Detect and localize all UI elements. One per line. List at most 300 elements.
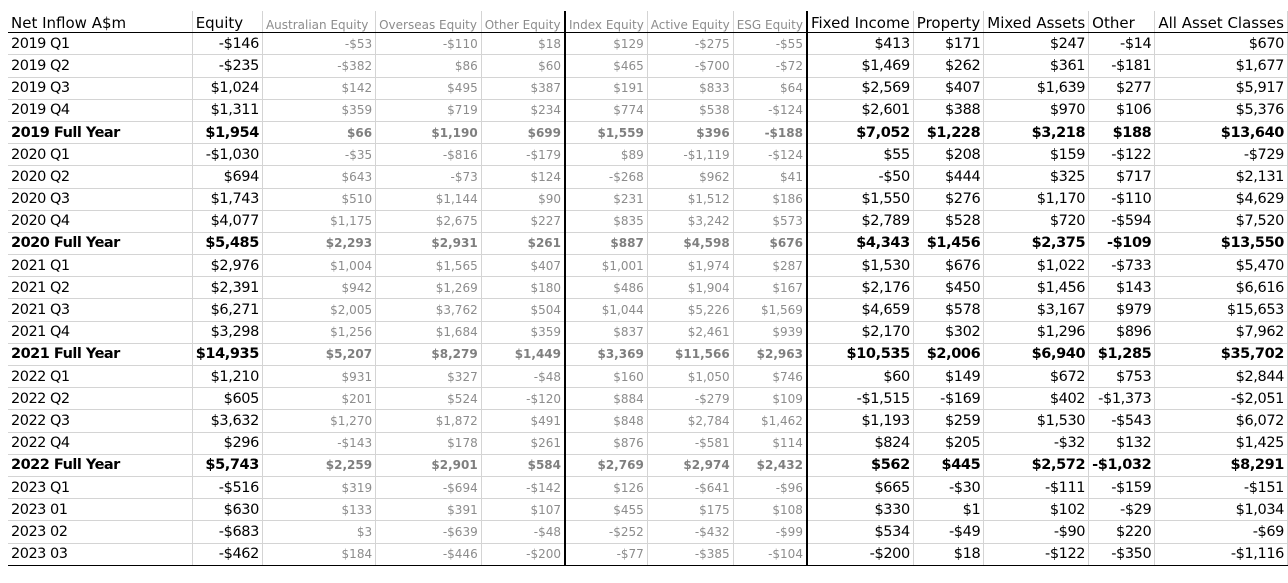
- cell-mixed-assets: -$90: [984, 521, 1089, 543]
- cell-equity: $2,976: [192, 255, 262, 277]
- cell-overseas-equity: $719: [376, 99, 482, 121]
- cell-index-equity: -$77: [565, 543, 647, 565]
- cell-property: $578: [913, 299, 983, 321]
- cell-other: -$122: [1089, 144, 1155, 166]
- cell-mixed-assets: $970: [984, 99, 1089, 121]
- cell-property: $445: [913, 454, 983, 476]
- cell-australian-equity: $931: [262, 366, 375, 388]
- cell-overseas-equity: $86: [376, 55, 482, 77]
- cell-australian-equity: $3: [262, 521, 375, 543]
- cell-other: $717: [1089, 166, 1155, 188]
- cell-index-equity: $1,044: [565, 299, 647, 321]
- cell-equity: $14,935: [192, 343, 262, 365]
- cell-other: $220: [1089, 521, 1155, 543]
- cell-active-equity: -$1,119: [647, 144, 733, 166]
- column-header-mixed-assets: Mixed Assets: [984, 11, 1089, 33]
- cell-mixed-assets: $3,218: [984, 121, 1089, 143]
- column-header-equity: Equity: [192, 11, 262, 33]
- row-label: 2023 01: [8, 499, 192, 521]
- cell-index-equity: $1,559: [565, 121, 647, 143]
- row-label: 2022 Q3: [8, 410, 192, 432]
- cell-equity: -$1,030: [192, 144, 262, 166]
- cell-australian-equity: $2,259: [262, 454, 375, 476]
- cell-all-asset-classes: -$69: [1155, 521, 1288, 543]
- cell-fixed-income: $7,052: [807, 121, 913, 143]
- cell-other-equity: -$142: [481, 476, 565, 498]
- cell-index-equity: $876: [565, 432, 647, 454]
- cell-other: $753: [1089, 366, 1155, 388]
- cell-australian-equity: $1,270: [262, 410, 375, 432]
- cell-overseas-equity: $495: [376, 77, 482, 99]
- cell-all-asset-classes: $2,131: [1155, 166, 1288, 188]
- cell-index-equity: $2,769: [565, 454, 647, 476]
- cell-overseas-equity: $1,684: [376, 321, 482, 343]
- row-label: 2023 Q1: [8, 476, 192, 498]
- cell-australian-equity: $319: [262, 476, 375, 498]
- cell-overseas-equity: -$446: [376, 543, 482, 565]
- cell-other-equity: $227: [481, 210, 565, 232]
- cell-other: $979: [1089, 299, 1155, 321]
- cell-property: -$30: [913, 476, 983, 498]
- cell-esg-equity: $167: [733, 277, 807, 299]
- cell-active-equity: $1,512: [647, 188, 733, 210]
- cell-property: $1,456: [913, 232, 983, 254]
- cell-property: $444: [913, 166, 983, 188]
- cell-equity: $605: [192, 388, 262, 410]
- column-header-overseas-equity: Overseas Equity: [376, 11, 482, 33]
- cell-other-equity: $407: [481, 255, 565, 277]
- cell-esg-equity: $573: [733, 210, 807, 232]
- cell-other-equity: $234: [481, 99, 565, 121]
- table-body: [8, 33, 1288, 566]
- cell-other: -$594: [1089, 210, 1155, 232]
- cell-esg-equity: $41: [733, 166, 807, 188]
- cell-all-asset-classes: -$729: [1155, 144, 1288, 166]
- cell-other-equity: -$179: [481, 144, 565, 166]
- cell-esg-equity: $1,569: [733, 299, 807, 321]
- cell-equity: -$516: [192, 476, 262, 498]
- row-label: 2021 Q3: [8, 299, 192, 321]
- cell-mixed-assets: $1,170: [984, 188, 1089, 210]
- table-row-full-year: [8, 121, 1288, 143]
- cell-other-equity: $261: [481, 432, 565, 454]
- cell-equity: $1,311: [192, 99, 262, 121]
- cell-other: $1,285: [1089, 343, 1155, 365]
- cell-property: $676: [913, 255, 983, 277]
- row-label: 2019 Q1: [8, 33, 192, 55]
- cell-equity: -$235: [192, 55, 262, 77]
- row-label: 2019 Q3: [8, 77, 192, 99]
- cell-australian-equity: $5,207: [262, 343, 375, 365]
- table-row: [8, 299, 1288, 321]
- cell-property: $259: [913, 410, 983, 432]
- cell-mixed-assets: $1,456: [984, 277, 1089, 299]
- cell-other: -$109: [1089, 232, 1155, 254]
- cell-active-equity: -$275: [647, 33, 733, 55]
- cell-esg-equity: $939: [733, 321, 807, 343]
- cell-mixed-assets: $2,375: [984, 232, 1089, 254]
- cell-other-equity: $1,449: [481, 343, 565, 365]
- cell-overseas-equity: -$816: [376, 144, 482, 166]
- cell-fixed-income: $562: [807, 454, 913, 476]
- cell-equity: -$683: [192, 521, 262, 543]
- cell-active-equity: $2,461: [647, 321, 733, 343]
- table-row: [8, 188, 1288, 210]
- cell-australian-equity: $66: [262, 121, 375, 143]
- cell-index-equity: $848: [565, 410, 647, 432]
- cell-equity: $1,743: [192, 188, 262, 210]
- cell-other: -$543: [1089, 410, 1155, 432]
- row-label: 2021 Q1: [8, 255, 192, 277]
- cell-index-equity: $774: [565, 99, 647, 121]
- cell-australian-equity: $133: [262, 499, 375, 521]
- cell-all-asset-classes: $5,376: [1155, 99, 1288, 121]
- cell-other: $896: [1089, 321, 1155, 343]
- cell-mixed-assets: -$111: [984, 476, 1089, 498]
- table-row: [8, 210, 1288, 232]
- row-label: 2020 Q3: [8, 188, 192, 210]
- cell-index-equity: $89: [565, 144, 647, 166]
- cell-australian-equity: $184: [262, 543, 375, 565]
- cell-other-equity: $124: [481, 166, 565, 188]
- cell-all-asset-classes: -$151: [1155, 476, 1288, 498]
- cell-all-asset-classes: -$2,051: [1155, 388, 1288, 410]
- row-label: 2022 Q1: [8, 366, 192, 388]
- cell-australian-equity: $201: [262, 388, 375, 410]
- table-row: [8, 33, 1288, 55]
- cell-property: $1,228: [913, 121, 983, 143]
- cell-australian-equity: $359: [262, 99, 375, 121]
- cell-active-equity: -$279: [647, 388, 733, 410]
- cell-australian-equity: -$143: [262, 432, 375, 454]
- row-label: 2020 Full Year: [8, 232, 192, 254]
- table-row-full-year: [8, 343, 1288, 365]
- cell-fixed-income: $2,170: [807, 321, 913, 343]
- table-row-full-year: [8, 232, 1288, 254]
- cell-overseas-equity: $1,190: [376, 121, 482, 143]
- cell-fixed-income: $2,176: [807, 277, 913, 299]
- row-label: 2021 Q4: [8, 321, 192, 343]
- cell-overseas-equity: $391: [376, 499, 482, 521]
- column-header-other-equity: Other Equity: [481, 11, 565, 33]
- cell-overseas-equity: -$73: [376, 166, 482, 188]
- cell-active-equity: -$432: [647, 521, 733, 543]
- cell-property: $18: [913, 543, 983, 565]
- header-row: [8, 11, 1288, 33]
- cell-equity: -$146: [192, 33, 262, 55]
- cell-index-equity: $160: [565, 366, 647, 388]
- cell-other: -$733: [1089, 255, 1155, 277]
- cell-mixed-assets: $102: [984, 499, 1089, 521]
- cell-equity: $4,077: [192, 210, 262, 232]
- cell-mixed-assets: -$122: [984, 543, 1089, 565]
- cell-all-asset-classes: $13,550: [1155, 232, 1288, 254]
- cell-other: $143: [1089, 277, 1155, 299]
- cell-index-equity: $126: [565, 476, 647, 498]
- cell-fixed-income: $60: [807, 366, 913, 388]
- cell-equity: $296: [192, 432, 262, 454]
- cell-other-equity: $261: [481, 232, 565, 254]
- cell-other-equity: -$200: [481, 543, 565, 565]
- table-row: [8, 521, 1288, 543]
- cell-property: $276: [913, 188, 983, 210]
- cell-fixed-income: $2,789: [807, 210, 913, 232]
- cell-fixed-income: $413: [807, 33, 913, 55]
- cell-australian-equity: -$35: [262, 144, 375, 166]
- column-header-other: Other: [1089, 11, 1155, 33]
- cell-all-asset-classes: $1,425: [1155, 432, 1288, 454]
- cell-equity: $630: [192, 499, 262, 521]
- column-header-all-asset-classes: All Asset Classes: [1155, 11, 1288, 33]
- cell-esg-equity: -$124: [733, 144, 807, 166]
- cell-fixed-income: -$200: [807, 543, 913, 565]
- cell-all-asset-classes: $4,629: [1155, 188, 1288, 210]
- cell-all-asset-classes: $2,844: [1155, 366, 1288, 388]
- cell-esg-equity: -$124: [733, 99, 807, 121]
- table-row: [8, 99, 1288, 121]
- cell-index-equity: $486: [565, 277, 647, 299]
- cell-equity: $3,632: [192, 410, 262, 432]
- cell-equity: $3,298: [192, 321, 262, 343]
- table-row: [8, 366, 1288, 388]
- cell-other-equity: $387: [481, 77, 565, 99]
- row-label: 2023 02: [8, 521, 192, 543]
- table-row: [8, 432, 1288, 454]
- cell-active-equity: -$581: [647, 432, 733, 454]
- cell-esg-equity: -$188: [733, 121, 807, 143]
- cell-fixed-income: $2,601: [807, 99, 913, 121]
- cell-property: -$49: [913, 521, 983, 543]
- cell-mixed-assets: $402: [984, 388, 1089, 410]
- column-header-net-inflow-a-m: Net Inflow A$m: [8, 11, 192, 33]
- cell-all-asset-classes: $1,677: [1155, 55, 1288, 77]
- cell-equity: $1,210: [192, 366, 262, 388]
- cell-fixed-income: $1,193: [807, 410, 913, 432]
- cell-active-equity: $1,904: [647, 277, 733, 299]
- cell-equity: $2,391: [192, 277, 262, 299]
- column-header-esg-equity: ESG Equity: [733, 11, 807, 33]
- cell-all-asset-classes: $6,072: [1155, 410, 1288, 432]
- cell-overseas-equity: $1,872: [376, 410, 482, 432]
- cell-active-equity: $11,566: [647, 343, 733, 365]
- cell-index-equity: $129: [565, 33, 647, 55]
- cell-esg-equity: $287: [733, 255, 807, 277]
- cell-australian-equity: $643: [262, 166, 375, 188]
- table-row: [8, 277, 1288, 299]
- cell-index-equity: $837: [565, 321, 647, 343]
- cell-active-equity: $2,974: [647, 454, 733, 476]
- cell-fixed-income: $4,659: [807, 299, 913, 321]
- cell-australian-equity: $2,293: [262, 232, 375, 254]
- cell-index-equity: $884: [565, 388, 647, 410]
- row-label: 2020 Q1: [8, 144, 192, 166]
- cell-other-equity: $699: [481, 121, 565, 143]
- cell-mixed-assets: $2,572: [984, 454, 1089, 476]
- cell-australian-equity: $1,256: [262, 321, 375, 343]
- cell-esg-equity: -$99: [733, 521, 807, 543]
- cell-other: -$110: [1089, 188, 1155, 210]
- cell-other: -$350: [1089, 543, 1155, 565]
- cell-index-equity: $465: [565, 55, 647, 77]
- cell-overseas-equity: -$639: [376, 521, 482, 543]
- cell-fixed-income: $10,535: [807, 343, 913, 365]
- cell-other-equity: $60: [481, 55, 565, 77]
- cell-mixed-assets: $6,940: [984, 343, 1089, 365]
- cell-property: $262: [913, 55, 983, 77]
- cell-mixed-assets: -$32: [984, 432, 1089, 454]
- row-label: 2021 Full Year: [8, 343, 192, 365]
- cell-overseas-equity: $2,675: [376, 210, 482, 232]
- row-label: 2023 03: [8, 543, 192, 565]
- cell-index-equity: $455: [565, 499, 647, 521]
- cell-mixed-assets: $159: [984, 144, 1089, 166]
- cell-property: $1: [913, 499, 983, 521]
- cell-index-equity: $887: [565, 232, 647, 254]
- cell-property: -$169: [913, 388, 983, 410]
- cell-active-equity: $175: [647, 499, 733, 521]
- cell-active-equity: $1,050: [647, 366, 733, 388]
- cell-esg-equity: $746: [733, 366, 807, 388]
- cell-active-equity: $833: [647, 77, 733, 99]
- table-row: [8, 255, 1288, 277]
- column-header-index-equity: Index Equity: [565, 11, 647, 33]
- cell-fixed-income: $824: [807, 432, 913, 454]
- cell-index-equity: $1,001: [565, 255, 647, 277]
- cell-overseas-equity: $1,144: [376, 188, 482, 210]
- cell-active-equity: $2,784: [647, 410, 733, 432]
- cell-all-asset-classes: $5,917: [1155, 77, 1288, 99]
- cell-active-equity: -$641: [647, 476, 733, 498]
- cell-active-equity: -$385: [647, 543, 733, 565]
- table-row: [8, 499, 1288, 521]
- cell-other-equity: $180: [481, 277, 565, 299]
- cell-index-equity: $231: [565, 188, 647, 210]
- cell-esg-equity: -$72: [733, 55, 807, 77]
- cell-australian-equity: -$382: [262, 55, 375, 77]
- row-label: 2022 Full Year: [8, 454, 192, 476]
- cell-mixed-assets: $672: [984, 366, 1089, 388]
- cell-active-equity: -$700: [647, 55, 733, 77]
- column-header-australian-equity: Australian Equity: [262, 11, 375, 33]
- row-label: 2020 Q4: [8, 210, 192, 232]
- cell-equity: $6,271: [192, 299, 262, 321]
- cell-mixed-assets: $247: [984, 33, 1089, 55]
- table-row: [8, 388, 1288, 410]
- cell-overseas-equity: $8,279: [376, 343, 482, 365]
- cell-active-equity: $538: [647, 99, 733, 121]
- cell-property: $149: [913, 366, 983, 388]
- column-header-active-equity: Active Equity: [647, 11, 733, 33]
- cell-property: $528: [913, 210, 983, 232]
- cell-all-asset-classes: $670: [1155, 33, 1288, 55]
- cell-all-asset-classes: $7,520: [1155, 210, 1288, 232]
- cell-overseas-equity: $1,565: [376, 255, 482, 277]
- cell-fixed-income: -$50: [807, 166, 913, 188]
- row-label: 2020 Q2: [8, 166, 192, 188]
- cell-other-equity: -$120: [481, 388, 565, 410]
- cell-other-equity: $359: [481, 321, 565, 343]
- row-label: 2022 Q2: [8, 388, 192, 410]
- table-row: [8, 55, 1288, 77]
- cell-index-equity: -$268: [565, 166, 647, 188]
- cell-all-asset-classes: $6,616: [1155, 277, 1288, 299]
- cell-other-equity: $90: [481, 188, 565, 210]
- cell-esg-equity: $108: [733, 499, 807, 521]
- row-label: 2019 Q2: [8, 55, 192, 77]
- cell-esg-equity: $186: [733, 188, 807, 210]
- cell-overseas-equity: $178: [376, 432, 482, 454]
- table-row-full-year: [8, 454, 1288, 476]
- table-row: [8, 166, 1288, 188]
- table-row: [8, 543, 1288, 565]
- cell-esg-equity: $109: [733, 388, 807, 410]
- cell-index-equity: -$252: [565, 521, 647, 543]
- cell-property: $205: [913, 432, 983, 454]
- cell-active-equity: $396: [647, 121, 733, 143]
- cell-all-asset-classes: $7,962: [1155, 321, 1288, 343]
- table-row: [8, 144, 1288, 166]
- cell-fixed-income: $55: [807, 144, 913, 166]
- cell-other-equity: $491: [481, 410, 565, 432]
- cell-other: -$1,373: [1089, 388, 1155, 410]
- table-row: [8, 321, 1288, 343]
- cell-fixed-income: $4,343: [807, 232, 913, 254]
- cell-esg-equity: -$104: [733, 543, 807, 565]
- cell-australian-equity: $510: [262, 188, 375, 210]
- cell-mixed-assets: $1,296: [984, 321, 1089, 343]
- cell-other: $106: [1089, 99, 1155, 121]
- cell-other: -$29: [1089, 499, 1155, 521]
- cell-fixed-income: $534: [807, 521, 913, 543]
- cell-other: $188: [1089, 121, 1155, 143]
- table-row: [8, 476, 1288, 498]
- cell-equity: $694: [192, 166, 262, 188]
- cell-other: -$14: [1089, 33, 1155, 55]
- cell-equity: -$462: [192, 543, 262, 565]
- cell-overseas-equity: $3,762: [376, 299, 482, 321]
- cell-fixed-income: -$1,515: [807, 388, 913, 410]
- cell-mixed-assets: $1,530: [984, 410, 1089, 432]
- row-label: 2019 Full Year: [8, 121, 192, 143]
- row-label: 2022 Q4: [8, 432, 192, 454]
- cell-index-equity: $3,369: [565, 343, 647, 365]
- cell-other: -$159: [1089, 476, 1155, 498]
- column-header-property: Property: [913, 11, 983, 33]
- cell-other: -$181: [1089, 55, 1155, 77]
- cell-esg-equity: $2,432: [733, 454, 807, 476]
- cell-overseas-equity: $327: [376, 366, 482, 388]
- cell-all-asset-classes: $8,291: [1155, 454, 1288, 476]
- cell-other-equity: -$48: [481, 366, 565, 388]
- cell-other-equity: $18: [481, 33, 565, 55]
- cell-overseas-equity: -$694: [376, 476, 482, 498]
- cell-property: $407: [913, 77, 983, 99]
- row-label: 2019 Q4: [8, 99, 192, 121]
- table-row: [8, 77, 1288, 99]
- cell-esg-equity: $1,462: [733, 410, 807, 432]
- cell-esg-equity: -$55: [733, 33, 807, 55]
- cell-esg-equity: $64: [733, 77, 807, 99]
- cell-all-asset-classes: $15,653: [1155, 299, 1288, 321]
- cell-australian-equity: $142: [262, 77, 375, 99]
- row-label: 2021 Q2: [8, 277, 192, 299]
- cell-property: $208: [913, 144, 983, 166]
- cell-property: $2,006: [913, 343, 983, 365]
- cell-fixed-income: $1,469: [807, 55, 913, 77]
- cell-mixed-assets: $361: [984, 55, 1089, 77]
- cell-other-equity: $107: [481, 499, 565, 521]
- cell-fixed-income: $330: [807, 499, 913, 521]
